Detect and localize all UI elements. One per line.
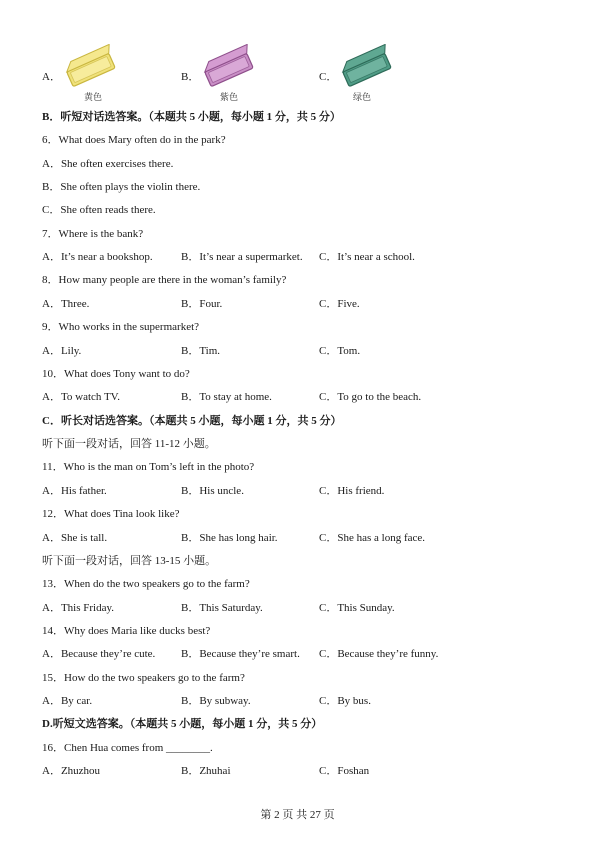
question-10: 10．What does Tony want to do? <box>42 368 190 380</box>
page-number-footer: 第 2 页 共 27 页 <box>260 809 335 821</box>
question-15-option-b: B．By subway. <box>181 695 251 707</box>
option-a-caption: 黄色 <box>84 93 103 103</box>
question-15: 15．How do the two speakers go to the farm? <box>42 672 245 684</box>
question-12-option-a: A．She is tall. <box>42 532 108 544</box>
question-14: 14．Why does Maria like ducks best? <box>42 625 211 637</box>
option-b-letter: B． <box>181 71 200 83</box>
instruction-11-12: 听下面一段对话，回答 11-12 小题。 <box>42 438 216 450</box>
question-9: 9．Who works in the supermarket? <box>42 321 200 333</box>
section-b-heading: B．听短对话选答案。（本题共 5 小题，每小题 1 分，共 5 分） <box>42 111 341 123</box>
question-13-option-c: C．This Sunday. <box>319 602 395 614</box>
question-6: 6．What does Mary often do in the park? <box>42 134 226 146</box>
question-15-option-c: C．By bus. <box>319 695 371 707</box>
question-8: 8．How many people are there in the woman’s family? <box>42 274 287 286</box>
green-pencil-case-image <box>338 44 396 90</box>
question-6-option-c: C．She often reads there. <box>42 204 156 216</box>
purple-pencil-case-image <box>200 44 258 90</box>
yellow-pencil-case-image <box>62 44 120 90</box>
pencil-case-options <box>0 44 595 106</box>
question-10-option-c: C．To go to the beach. <box>319 391 422 403</box>
question-8-option-a: A．Three. <box>42 298 90 310</box>
instruction-13-15: 听下面一段对话，回答 13-15 小题。 <box>42 555 217 567</box>
question-13: 13．When do the two speakers go to the farm? <box>42 578 250 590</box>
question-12: 12．What does Tina look like? <box>42 508 180 520</box>
question-12-option-b: B．She has long hair. <box>181 532 278 544</box>
question-14-option-c: C．Because they’re funny. <box>319 648 439 660</box>
question-11: 11．Who is the man on Tom’s left in the photo? <box>42 461 255 473</box>
question-6-option-a: A．She often exercises there. <box>42 158 174 170</box>
question-16-option-c: C．Foshan <box>319 765 370 777</box>
option-c-caption: 绿色 <box>353 93 372 103</box>
question-8-option-b: B．Four. <box>181 298 223 310</box>
question-10-option-a: A．To watch TV. <box>42 391 120 403</box>
question-12-option-c: C．She has a long face. <box>319 532 425 544</box>
question-16-option-b: B．Zhuhai <box>181 765 231 777</box>
question-8-option-c: C．Five. <box>319 298 360 310</box>
question-10-option-b: B．To stay at home. <box>181 391 272 403</box>
option-c-letter: C． <box>319 71 338 83</box>
question-15-option-a: A．By car. <box>42 695 93 707</box>
question-7-option-a: A．It’s near a bookshop. <box>42 251 153 263</box>
question-13-option-b: B．This Saturday. <box>181 602 263 614</box>
section-c-heading: C．听长对话选答案。（本题共 5 小题，每小题 1 分，共 5 分） <box>42 415 342 427</box>
section-d-heading: D.听短文选答案。（本题共 5 小题，每小题 1 分，共 5 分） <box>42 718 323 730</box>
question-6-option-b: B．She often plays the violin there. <box>42 181 201 193</box>
option-b-caption: 紫色 <box>220 93 239 103</box>
question-11-option-c: C．His friend. <box>319 485 385 497</box>
question-9-option-c: C．Tom. <box>319 345 361 357</box>
question-9-option-a: A．Lily. <box>42 345 82 357</box>
question-14-option-a: A．Because they’re cute. <box>42 648 156 660</box>
option-a-letter: A． <box>42 71 61 83</box>
question-7-option-b: B．It’s near a supermarket. <box>181 251 303 263</box>
question-14-option-b: B．Because they’re smart. <box>181 648 300 660</box>
question-16: 16．Chen Hua comes from ________. <box>42 742 213 754</box>
question-13-option-a: A．This Friday. <box>42 602 115 614</box>
question-16-option-a: A．Zhuzhou <box>42 765 101 777</box>
question-7-option-c: C．It’s near a school. <box>319 251 415 263</box>
question-11-option-a: A．His father. <box>42 485 107 497</box>
question-7: 7．Where is the bank? <box>42 228 144 240</box>
question-9-option-b: B．Tim. <box>181 345 221 357</box>
question-11-option-b: B．His uncle. <box>181 485 244 497</box>
